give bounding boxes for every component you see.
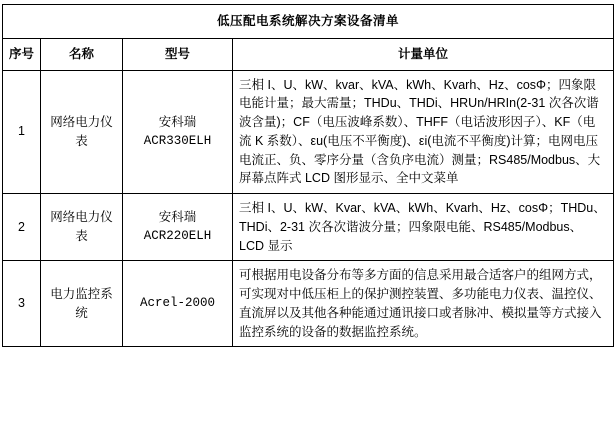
column-header-unit: 计量单位: [233, 38, 614, 70]
table-row: [3, 70, 614, 194]
row-unit: 三相 I、U、kW、Kvar、kVA、kWh、Kvarh、Hz、cosΦ；THDu、THDi、2-31 次各次谐波分量；四象限电能、RS485/Modbus、LCD 显示: [233, 194, 614, 261]
row-model-code: Acrel-2000: [139, 296, 215, 311]
equipment-list-table: [2, 4, 614, 347]
table-header-row: [3, 38, 614, 70]
row-model-code: ACR220ELH: [143, 229, 212, 244]
row-model: [123, 261, 233, 347]
row-index: 3: [3, 261, 41, 347]
row-name: 网络电力仪表: [41, 194, 123, 261]
row-name: 电力监控系统: [41, 261, 123, 347]
row-model: [123, 194, 233, 261]
row-name: 网络电力仪表: [41, 70, 123, 194]
column-header-index: 序号: [3, 38, 41, 70]
row-model-brand: 安科瑞: [158, 115, 197, 129]
row-model: [123, 70, 233, 194]
column-header-name: 名称: [41, 38, 123, 70]
row-unit: 三相 I、U、kW、kvar、kVA、kWh、Kvarh、Hz、cosΦ；四象限电能计量；最大需量；THDu、THDi、HRUn/HRIn(2-31 次各次谐波含量)；CF（电压波峰系数）、THFF（电话波形因子）、KF（电流 K 系数）、εu(电压不平衡度)、εi(电流不平衡度)计算；电网电压电流正、负、零序分量（含负序电流）测量；RS485/Modbus、大屏幕点阵式 LCD 图形显示、全中文菜单: [233, 70, 614, 194]
table-row: [3, 194, 614, 261]
row-model-code: ACR330ELH: [143, 133, 212, 148]
document-page: [0, 4, 616, 347]
row-index: 2: [3, 194, 41, 261]
row-model-brand: 安科瑞: [158, 210, 197, 225]
row-index: 1: [3, 70, 41, 194]
document-title: 低压配电系统解决方案设备清单: [3, 5, 614, 39]
column-header-model: 型号: [123, 38, 233, 70]
row-unit: 可根据用电设备分布等多方面的信息采用最合适客户的组网方式，可实现对中低压柜上的保护测控装置、多功能电力仪表、温控仪、直流屏以及其他各种能通过通讯接口或者脉冲、模拟量等方式接入监控系统的设备的数据监控系统。: [233, 261, 614, 347]
table-row: [3, 261, 614, 347]
table-title-row: [3, 5, 614, 39]
